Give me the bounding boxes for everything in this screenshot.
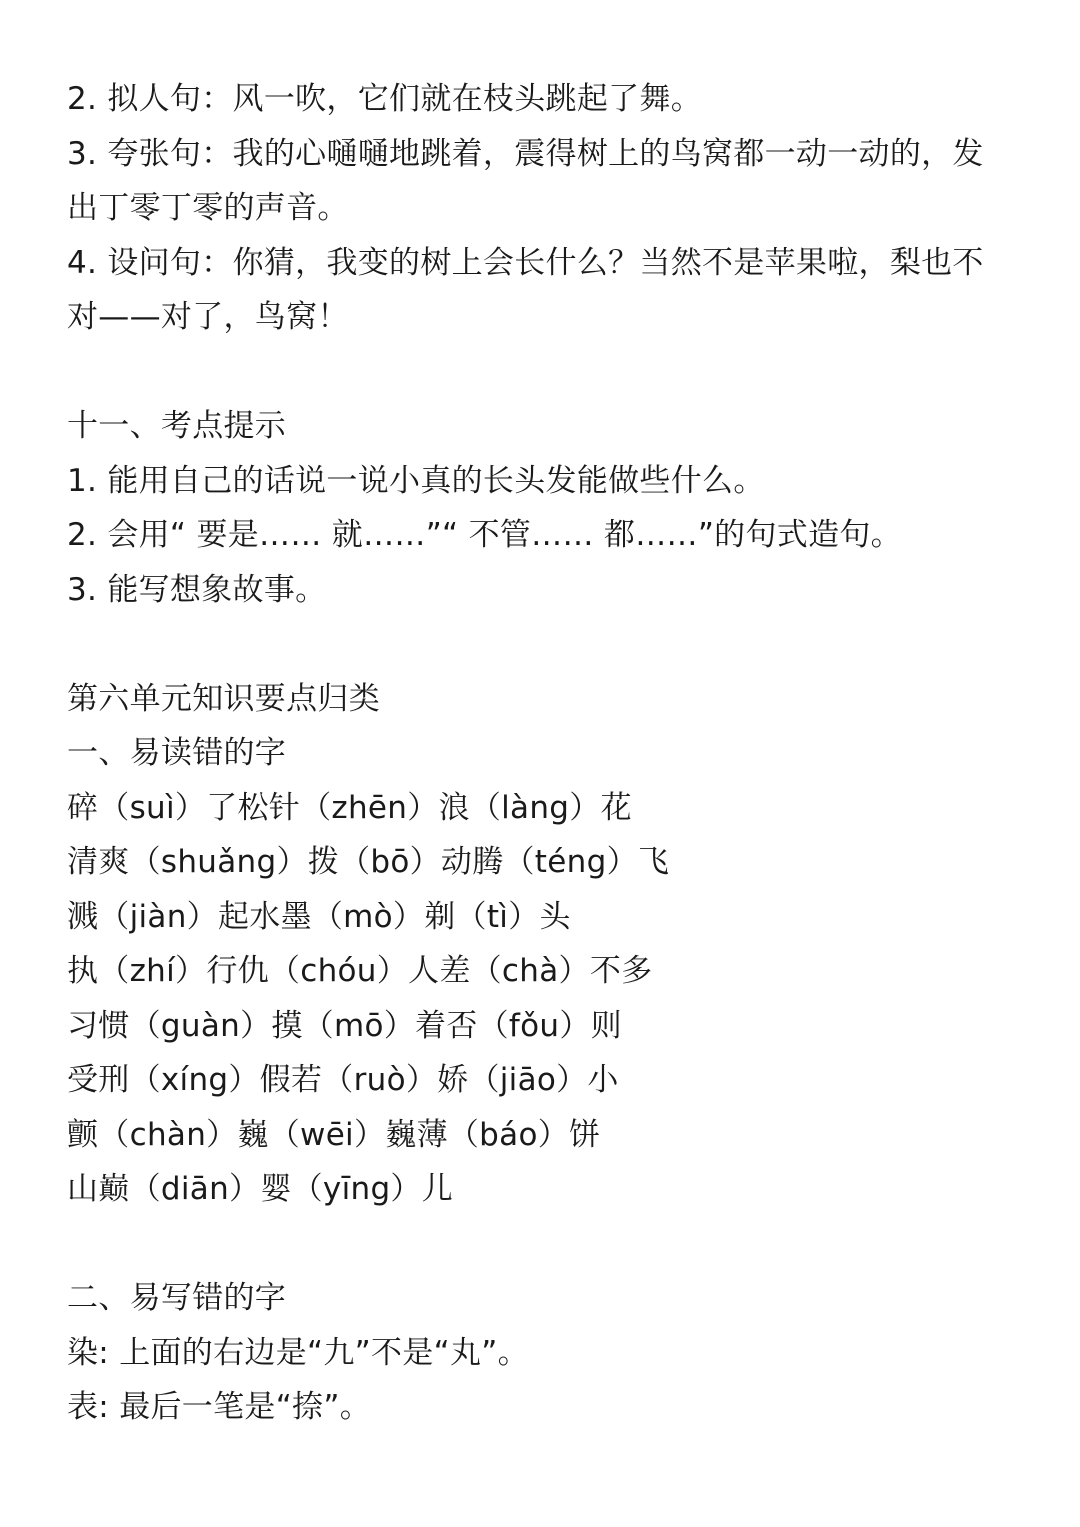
list-item: 表: 最后一笔是“捺”。 [67, 1389, 372, 1425]
document-page [67, 72, 1027, 1435]
text-line: 出丁零丁零的声音。 [67, 190, 349, 226]
spacer [67, 1217, 1027, 1272]
text-line: 2. 拟人句：风一吹，它们就在枝头跳起了舞。 [67, 81, 703, 117]
list-item: 2. 会用“ 要是…… 就……”“ 不管…… 都……”的句式造句。 [67, 517, 902, 553]
section-heading: 十一、考点提示 [67, 408, 287, 444]
pinyin-row: 清爽（shuǎng）拨（bō）动腾（téng）飞 [67, 844, 670, 880]
pinyin-row: 溅（jiàn）起水墨（mò）剃（tì）头 [67, 898, 571, 935]
section-heading: 二、易写错的字 [67, 1280, 287, 1316]
pinyin-row: 习惯（guàn）摸（mō）着否（fǒu）则 [67, 1007, 622, 1044]
text-line: 4. 设问句：你猜，我变的树上会长什么？当然不是苹果啦，梨也不 [67, 244, 984, 281]
unit-title: 第六单元知识要点归类 [67, 680, 380, 717]
pinyin-row: 颤（chàn）巍（wēi）巍薄（báo）饼 [67, 1116, 601, 1153]
list-item: 1. 能用自己的话说一说小真的长头发能做些什么。 [67, 462, 765, 499]
pinyin-row: 山巅（diān）婴（yīng）儿 [67, 1171, 454, 1207]
list-item: 染: 上面的右边是“九”不是“丸”。 [67, 1334, 529, 1371]
pinyin-row: 受刑（xíng）假若（ruò）娇（jiāo）小 [67, 1062, 619, 1098]
section-heading: 一、易读错的字 [67, 735, 287, 771]
text-line: 对——对了，鸟窝！ [67, 299, 349, 335]
spacer [67, 345, 1027, 400]
pinyin-row: 执（zhí）行仇（chóu）人差（chà）不多 [67, 953, 653, 989]
list-item: 3. 能写想象故事。 [67, 571, 327, 608]
text-line: 3. 夸张句：我的心嗵嗵地跳着，震得树上的鸟窝都一动一动的，发 [67, 135, 984, 172]
spacer [67, 617, 1027, 672]
pinyin-row: 碎（suì）了松针（zhēn）浪（làng）花 [67, 789, 632, 826]
